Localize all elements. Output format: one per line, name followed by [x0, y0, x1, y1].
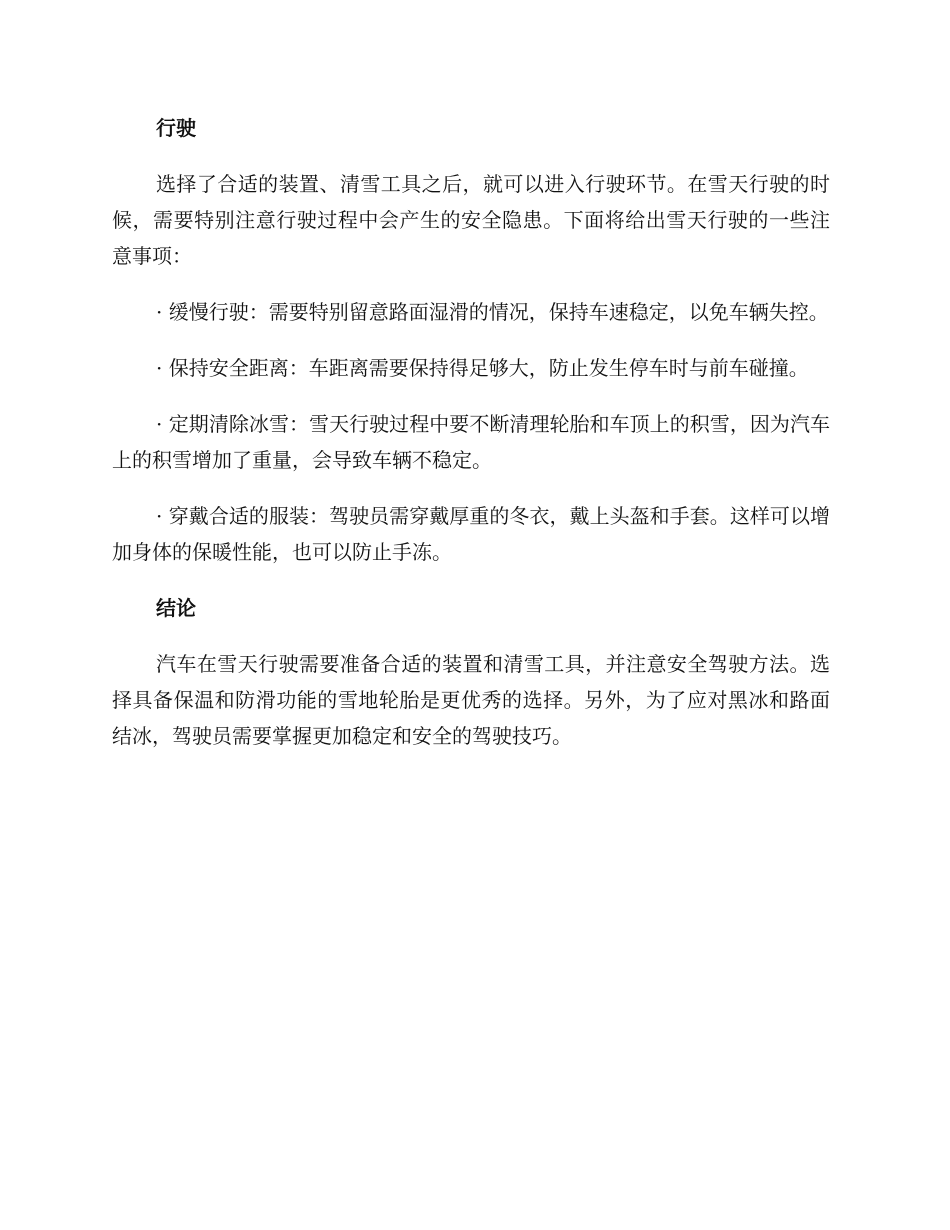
conclusion-paragraph: 汽车在雪天行驶需要准备合适的装置和清雪工具，并注意安全驾驶方法。选择具备保温和防滑功能的雪地轮胎是更优秀的选择。另外，为了应对黑冰和路面结冰，驾驶员需要掌握更加稳定和安全的驾驶技巧。 [112, 652, 830, 748]
section-heading-driving: 行驶 [156, 116, 196, 140]
section-heading-conclusion: 结论 [156, 596, 196, 620]
bullet-item-slow-driving: · 缓慢行驶：需要特别留意路面湿滑的情况，保持车速稳定，以免车辆失控。 [156, 300, 829, 324]
document-page [112, 110, 830, 774]
bullet-item-clear-snow: · 定期清除冰雪：雪天行驶过程中要不断清理轮胎和车顶上的积雪，因为汽车上的积雪增加了重量，会导致车辆不稳定。 [112, 412, 830, 472]
bullet-item-proper-clothing: · 穿戴合适的服装：驾驶员需穿戴厚重的冬衣，戴上头盔和手套。这样可以增加身体的保暖性能，也可以防止手冻。 [112, 504, 830, 564]
driving-intro-paragraph: 选择了合适的装置、清雪工具之后，就可以进入行驶环节。在雪天行驶的时候，需要特别注意行驶过程中会产生的安全隐患。下面将给出雪天行驶的一些注意事项： [112, 172, 830, 268]
bullet-item-safe-distance: · 保持安全距离：车距离需要保持得足够大，防止发生停车时与前车碰撞。 [156, 356, 809, 380]
